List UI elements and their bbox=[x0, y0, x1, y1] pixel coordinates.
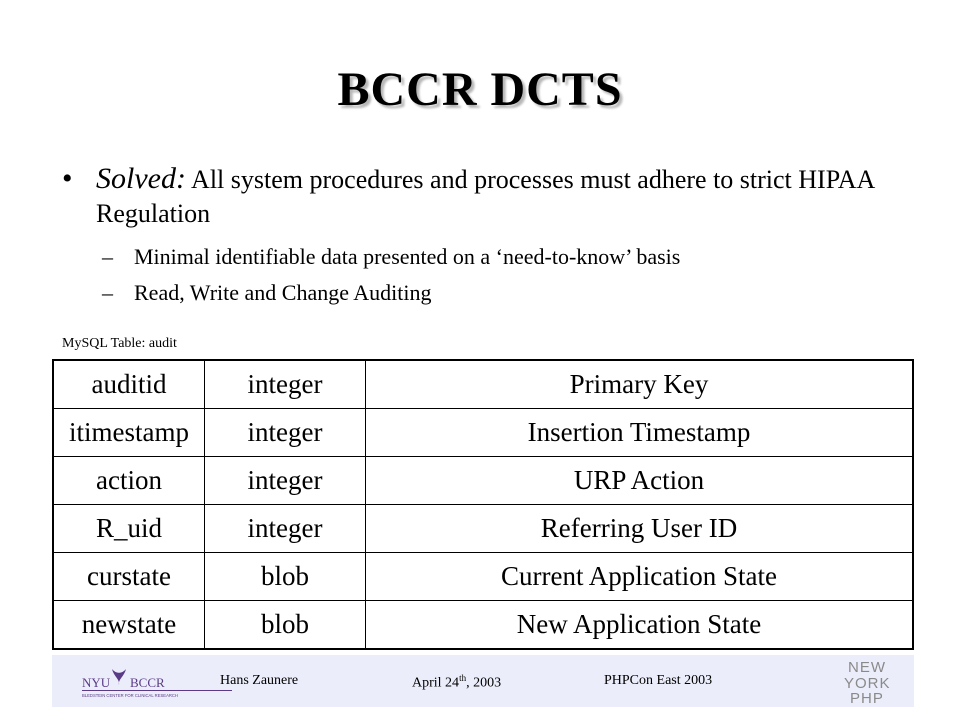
field-cell: itimestamp bbox=[53, 409, 205, 457]
field-cell: curstate bbox=[53, 553, 205, 601]
new-york-php-logo-icon bbox=[844, 657, 904, 705]
type-cell: integer bbox=[205, 457, 366, 505]
field-cell: action bbox=[53, 457, 205, 505]
table-row bbox=[53, 457, 913, 505]
logo-word-new: NEW bbox=[848, 659, 886, 676]
table-caption: MySQL Table: audit bbox=[62, 336, 177, 351]
footer-bar bbox=[52, 655, 914, 707]
logo-tagline: BLEDSTEIN CENTER FOR CLINICAL RESEARCH bbox=[82, 693, 178, 698]
bullet-lead: Solved: bbox=[96, 162, 186, 195]
type-cell: integer bbox=[205, 360, 366, 409]
field-cell: auditid bbox=[53, 360, 205, 409]
audit-table bbox=[52, 359, 914, 650]
type-cell: blob bbox=[205, 553, 366, 601]
main-bullet bbox=[62, 162, 912, 231]
footer-presenter: Hans Zaunere bbox=[220, 673, 299, 688]
type-cell: integer bbox=[205, 409, 366, 457]
logo-word-york: YORK bbox=[844, 675, 891, 692]
type-cell: integer bbox=[205, 505, 366, 553]
description-cell: Current Application State bbox=[366, 553, 914, 601]
table-row bbox=[53, 505, 913, 553]
logo-bccr-text: BCCR bbox=[130, 675, 165, 690]
description-cell: Insertion Timestamp bbox=[366, 409, 914, 457]
sub-bullet-2 bbox=[62, 277, 912, 309]
field-cell: R_uid bbox=[53, 505, 205, 553]
sub-bullet-text: Read, Write and Change Auditing bbox=[134, 280, 432, 305]
table-row bbox=[53, 601, 913, 650]
sub-bullet-text: Minimal identifiable data presented on a ‘need-to-know’ basis bbox=[134, 244, 681, 269]
sub-bullet-dash: – bbox=[102, 244, 113, 269]
type-cell: blob bbox=[205, 601, 366, 650]
logo-word-php: PHP bbox=[850, 690, 884, 705]
description-cell: Primary Key bbox=[366, 360, 914, 409]
description-cell: New Application State bbox=[366, 601, 914, 650]
table-row bbox=[53, 553, 913, 601]
date-suffix: , 2003 bbox=[466, 675, 502, 691]
footer-date bbox=[412, 673, 501, 692]
bullet-text: All system procedures and processes must adhere to strict HIPAA Regulation bbox=[96, 165, 874, 228]
description-cell: URP Action bbox=[366, 457, 914, 505]
sub-bullet-1 bbox=[62, 241, 912, 273]
sub-bullet-dash: – bbox=[102, 280, 113, 305]
date-prefix: April 24 bbox=[412, 675, 460, 691]
logo-nyu-text: NYU bbox=[82, 675, 111, 690]
description-cell: Referring User ID bbox=[366, 505, 914, 553]
bullet-block bbox=[62, 162, 912, 309]
field-cell: newstate bbox=[53, 601, 205, 650]
table-row bbox=[53, 409, 913, 457]
slide-title: BCCR DCTS bbox=[337, 63, 623, 116]
bullet-dot: • bbox=[62, 162, 73, 195]
date-superscript: th bbox=[459, 673, 467, 683]
footer-conference: PHPCon East 2003 bbox=[604, 673, 713, 688]
table-row bbox=[53, 360, 913, 409]
nyu-bccr-logo-icon bbox=[82, 665, 237, 699]
